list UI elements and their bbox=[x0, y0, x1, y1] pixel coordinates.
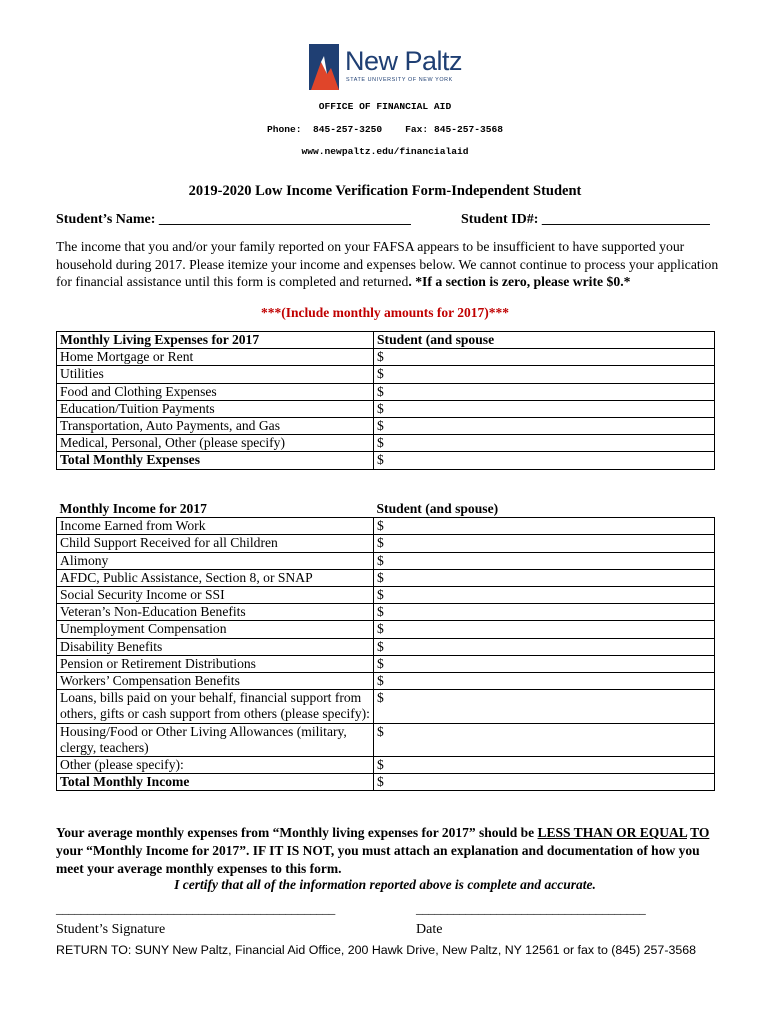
row-label: Child Support Received for all Children bbox=[57, 535, 374, 552]
phone-number: 845-257-3250 bbox=[313, 124, 383, 135]
amount-input[interactable]: $ bbox=[374, 638, 715, 655]
table-row bbox=[57, 757, 715, 774]
table-row bbox=[57, 587, 715, 604]
row-label: Home Mortgage or Rent bbox=[57, 349, 374, 366]
date-label: Date bbox=[416, 922, 443, 937]
row-label: Housing/Food or Other Living Allowances (military, clergy, teachers) bbox=[57, 723, 374, 756]
expenses-table bbox=[56, 331, 715, 470]
row-label: Other (please specify): bbox=[57, 757, 374, 774]
amount-input[interactable]: $ bbox=[374, 673, 715, 690]
income-header-row bbox=[57, 501, 715, 518]
amount-input[interactable]: $ bbox=[374, 535, 715, 552]
student-id-line[interactable]: ________________________ bbox=[541, 212, 710, 227]
amount-input[interactable]: $ bbox=[374, 518, 715, 535]
amount-input[interactable]: $ bbox=[374, 418, 715, 435]
amount-input[interactable]: $ bbox=[374, 604, 715, 621]
new-paltz-logo-mark-icon bbox=[309, 44, 339, 90]
amount-input[interactable]: $ bbox=[374, 757, 715, 774]
student-id-label: Student ID#: bbox=[461, 212, 539, 227]
total-expenses-row bbox=[57, 452, 715, 469]
table-row bbox=[57, 569, 715, 586]
row-label: Veteran’s Non-Education Benefits bbox=[57, 604, 374, 621]
amount-input[interactable]: $ bbox=[374, 349, 715, 366]
amount-input[interactable]: $ bbox=[374, 366, 715, 383]
table-row bbox=[57, 655, 715, 672]
certification-statement: I certify that all of the information reported above is complete and accurate. bbox=[174, 877, 596, 892]
table-row bbox=[57, 349, 715, 366]
total-income-row bbox=[57, 774, 715, 791]
office-title: OFFICE OF FINANCIAL AID bbox=[318, 101, 452, 112]
table-row bbox=[57, 723, 715, 756]
return-address: RETURN TO: SUNY New Paltz, Financial Aid Office, 200 Hawk Drive, New Paltz, NY 12561 or fax to (845) 257-3568 bbox=[56, 943, 697, 957]
amount-input[interactable]: $ bbox=[374, 690, 715, 723]
expenses-header-amount: Student (and spouse bbox=[374, 332, 715, 349]
amount-input[interactable]: $ bbox=[374, 400, 715, 417]
row-label: Loans, bills paid on your behalf, financial support from others, gifts or cash support from others (please specify): bbox=[57, 690, 374, 723]
amount-input[interactable]: $ bbox=[374, 569, 715, 586]
contact-line bbox=[0, 124, 770, 135]
row-label: Transportation, Auto Payments, and Gas bbox=[57, 418, 374, 435]
amount-input[interactable]: $ bbox=[374, 435, 715, 452]
intro-paragraph bbox=[56, 238, 736, 291]
row-label: Alimony bbox=[57, 552, 374, 569]
table-row bbox=[57, 366, 715, 383]
intro-zero-note: . *If a section is zero, please write $0.* bbox=[408, 274, 631, 289]
phone-label: Phone: bbox=[266, 124, 302, 135]
fax-number: 845-257-3568 bbox=[433, 124, 504, 135]
row-label: Utilities bbox=[57, 366, 374, 383]
signature-line[interactable]: _____________________________________________ bbox=[56, 901, 336, 916]
expenses-header-label: Monthly Living Expenses for 2017 bbox=[57, 332, 374, 349]
table-row bbox=[57, 435, 715, 452]
income-table bbox=[56, 501, 715, 791]
row-label: Pension or Retirement Distributions bbox=[57, 655, 374, 672]
row-label: Total Monthly Income bbox=[57, 774, 374, 791]
fax-label: Fax: bbox=[405, 124, 429, 135]
monthly-amounts-note: ***(Include monthly amounts for 2017)*** bbox=[260, 305, 510, 320]
logo-subtitle: STATE UNIVERSITY OF NEW YORK bbox=[346, 77, 453, 83]
student-name-field[interactable] bbox=[56, 212, 411, 228]
student-name-label: Student’s Name: bbox=[56, 212, 156, 227]
row-label: Medical, Personal, Other (please specify) bbox=[57, 435, 374, 452]
amount-input[interactable]: $ bbox=[374, 723, 715, 756]
row-label: Education/Tuition Payments bbox=[57, 400, 374, 417]
table-row bbox=[57, 604, 715, 621]
income-header-label: Monthly Income for 2017 bbox=[57, 501, 374, 518]
date-line[interactable]: _____________________________________ bbox=[416, 901, 646, 916]
income-header-amount: Student (and spouse) bbox=[374, 501, 715, 518]
statement-part-1: Your average monthly expenses from “Monthly living expenses for 2017” should be bbox=[56, 825, 538, 840]
intro-text: The income that you and/or your family reported on your FAFSA appears to be insufficient to have supported your household during 2017. Please itemize your income and expenses below. We cannot continue to process your application for financial assistance until this form is completed and returned bbox=[56, 239, 719, 289]
table-row bbox=[57, 673, 715, 690]
statement-underline-1: LESS THAN OR EQUAL bbox=[537, 825, 687, 840]
expense-income-statement bbox=[56, 824, 726, 878]
row-label: Unemployment Compensation bbox=[57, 621, 374, 638]
student-name-line[interactable]: ____________________________________ bbox=[158, 212, 411, 227]
new-paltz-logo bbox=[309, 44, 469, 90]
table-row bbox=[57, 621, 715, 638]
amount-input[interactable]: $ bbox=[374, 587, 715, 604]
table-row bbox=[57, 383, 715, 400]
website-link[interactable]: www.newpaltz.edu/financialaid bbox=[301, 146, 469, 157]
row-label: Workers’ Compensation Benefits bbox=[57, 673, 374, 690]
amount-input[interactable]: $ bbox=[374, 383, 715, 400]
row-label: Income Earned from Work bbox=[57, 518, 374, 535]
row-label: Total Monthly Expenses bbox=[57, 452, 374, 469]
table-row bbox=[57, 400, 715, 417]
table-row bbox=[57, 638, 715, 655]
form-title: 2019-2020 Low Income Verification Form-Independent Student bbox=[188, 183, 582, 199]
amount-input[interactable]: $ bbox=[374, 774, 715, 791]
amount-input[interactable]: $ bbox=[374, 452, 715, 469]
table-row bbox=[57, 518, 715, 535]
amount-input[interactable]: $ bbox=[374, 655, 715, 672]
statement-part-2: your “Monthly Income for 2017”. IF IT IS NOT, you must attach an explanation and documentation of how you meet your average monthly expenses to this form. bbox=[56, 843, 700, 876]
expenses-header-row bbox=[57, 332, 715, 349]
row-label: Food and Clothing Expenses bbox=[57, 383, 374, 400]
row-label: Disability Benefits bbox=[57, 638, 374, 655]
row-label: Social Security Income or SSI bbox=[57, 587, 374, 604]
signature-label: Student’s Signature bbox=[56, 922, 166, 937]
student-id-field[interactable] bbox=[461, 212, 710, 228]
logo-name: New Paltz bbox=[345, 46, 463, 76]
amount-input[interactable]: $ bbox=[374, 552, 715, 569]
row-label: AFDC, Public Assistance, Section 8, or SNAP bbox=[57, 569, 374, 586]
table-row bbox=[57, 418, 715, 435]
amount-input[interactable]: $ bbox=[374, 621, 715, 638]
statement-underline-2: TO bbox=[690, 825, 710, 840]
table-row bbox=[57, 690, 715, 723]
table-row bbox=[57, 552, 715, 569]
table-row bbox=[57, 535, 715, 552]
